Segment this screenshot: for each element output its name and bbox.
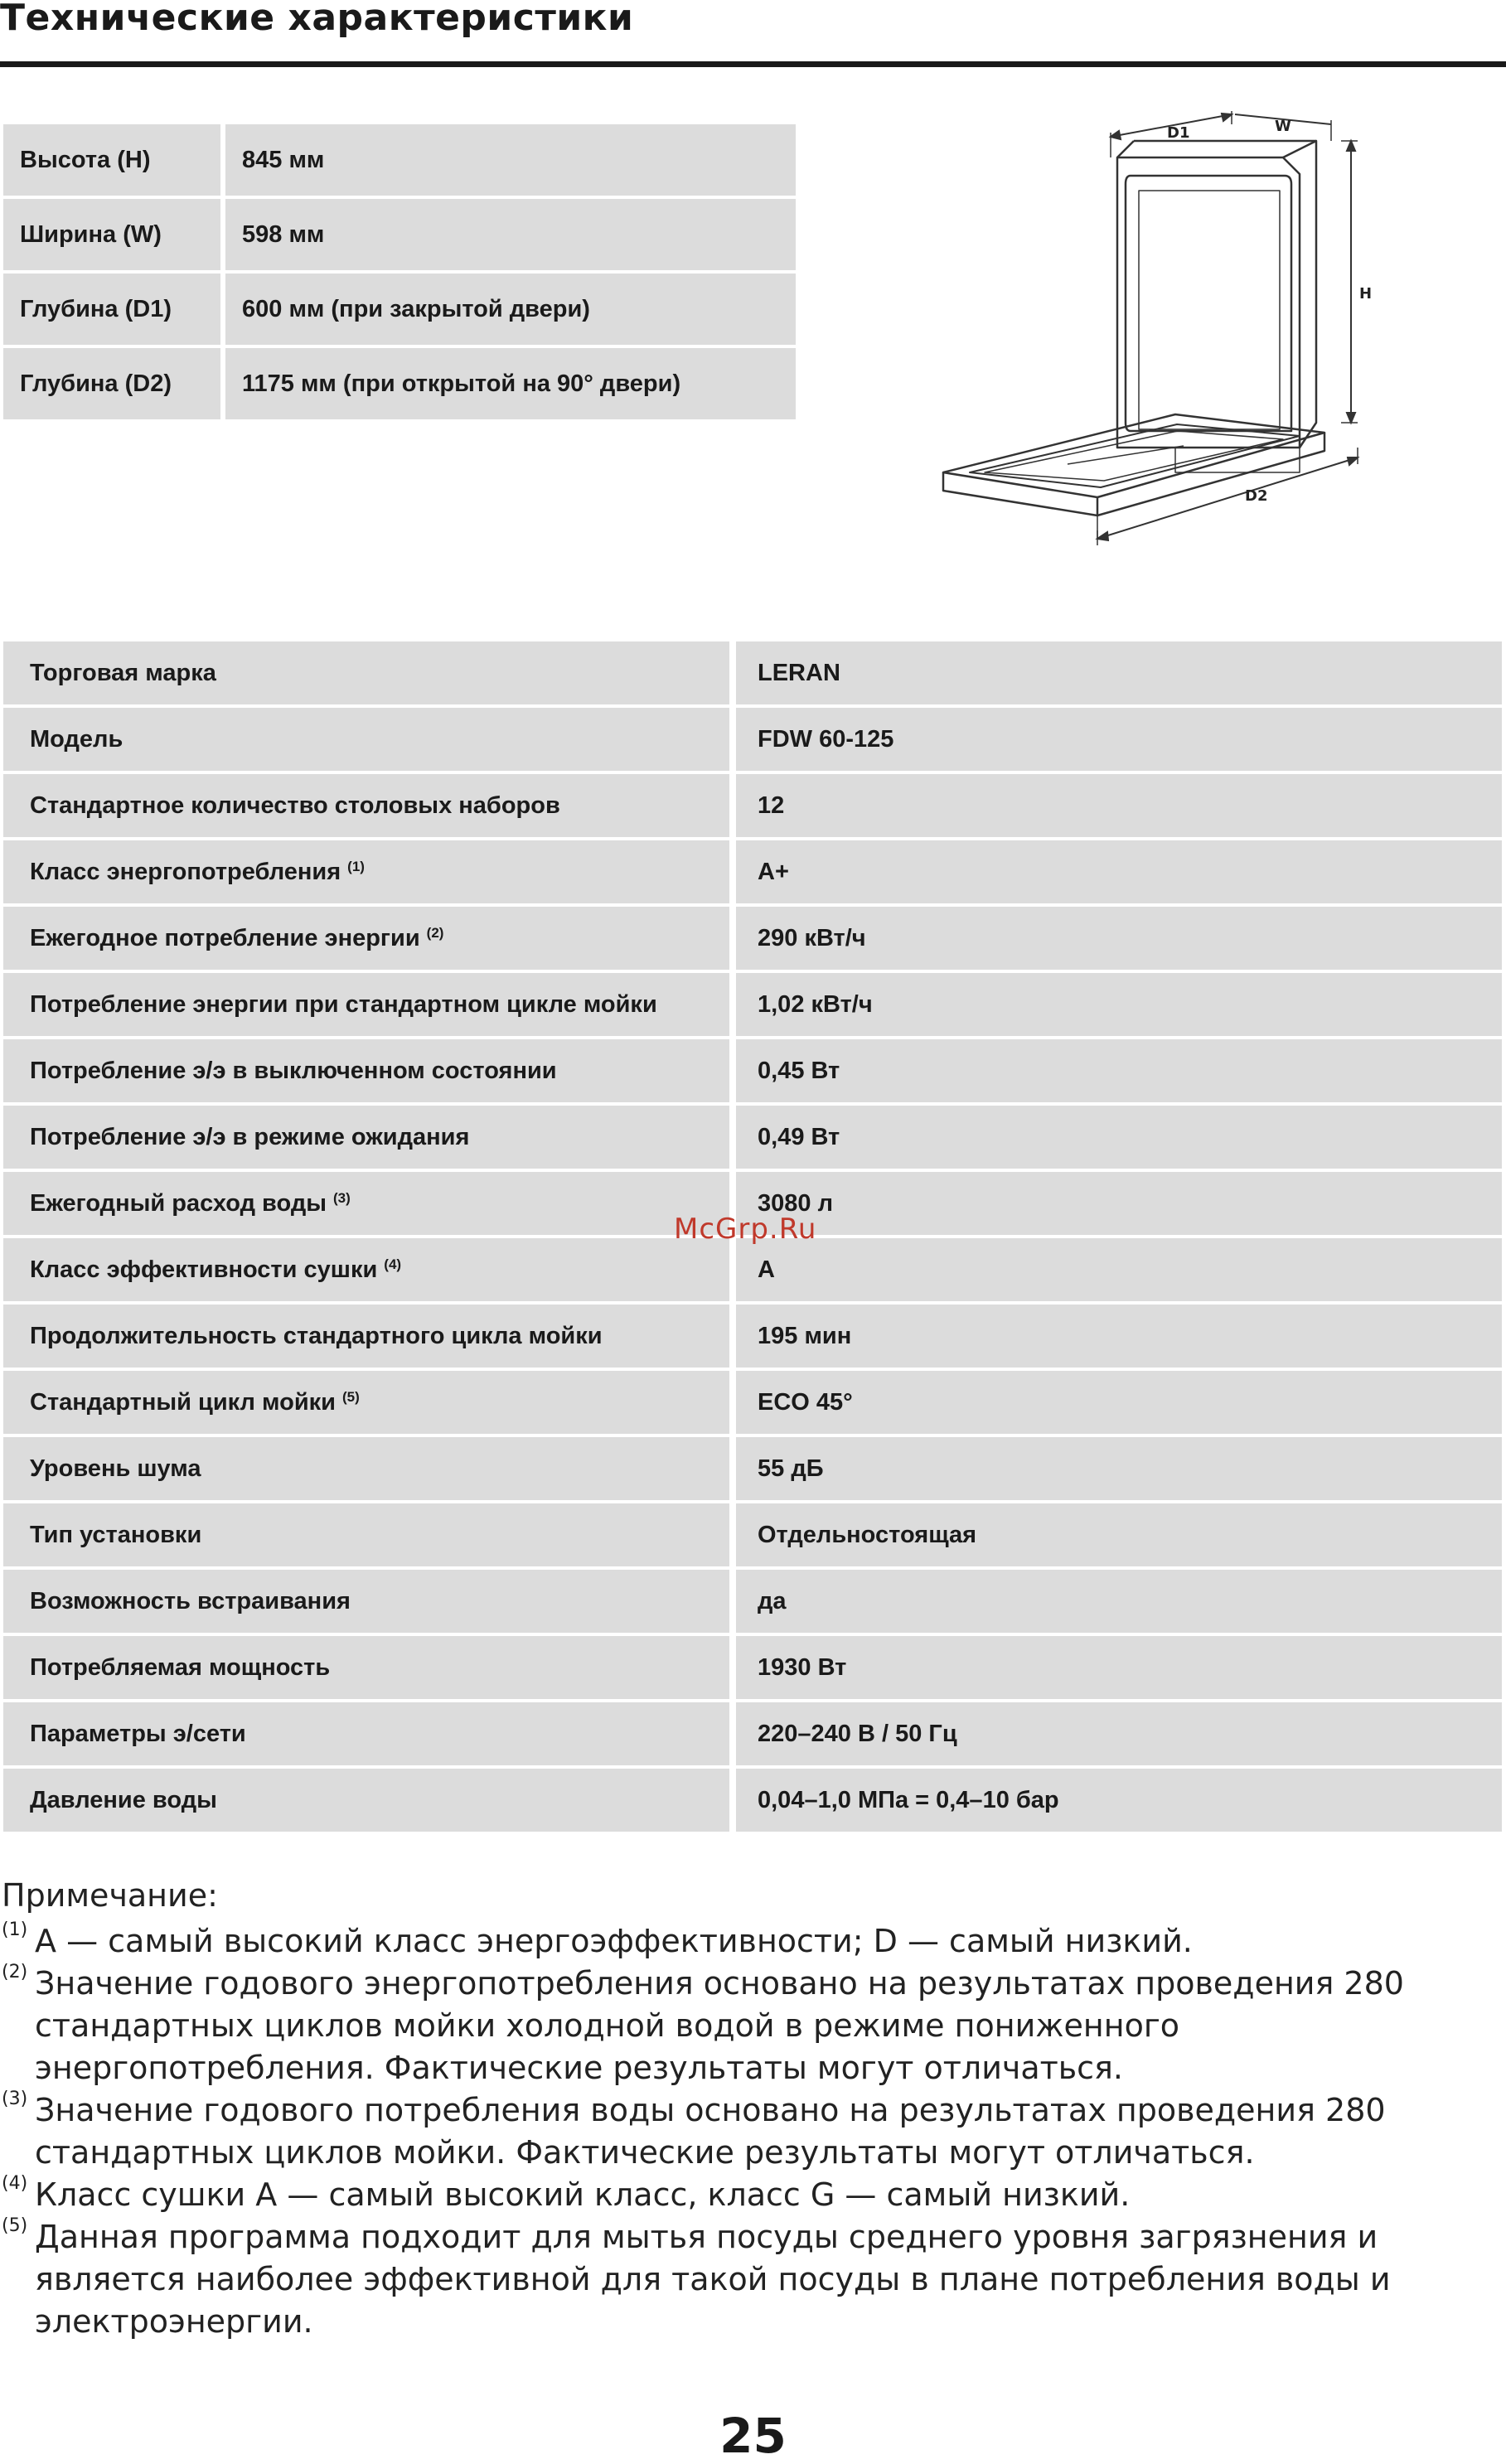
title-divider [0,61,1506,67]
spec-value: 0,04–1,0 МПа = 0,4–10 бар [736,1769,1502,1835]
note-item [2,2216,1494,2343]
d2-label: D2 [1245,487,1268,505]
spec-label: Класс эффективности сушки $^{(4)}$ [3,1238,736,1305]
dimensions-row [3,348,796,423]
spec-row [3,1636,1502,1702]
spec-row [3,1106,1502,1172]
spec-row [3,1305,1502,1371]
spec-value: 3080 л [736,1172,1502,1238]
spec-value: 220–240 В / 50 Гц [736,1702,1502,1769]
note-text: A — самый высокий класс энергоэффективности; D — самый низкий. [35,1923,1193,1959]
spec-value: LERAN [736,641,1502,708]
spec-row [3,1570,1502,1636]
spec-label: Модель [3,708,736,774]
spec-row [3,641,1502,708]
spec-label: Класс энергопотребления $^{(1)}$ [3,840,736,907]
spec-row [3,840,1502,907]
spec-label: Давление воды [3,1769,736,1835]
spec-row [3,774,1502,840]
spec-label: Стандартный цикл мойки $^{(5)}$ [3,1371,736,1437]
dimension-label: Глубина (D1) [3,274,225,348]
notes-section [2,1875,1494,2343]
page-title: Технические характеристики [0,0,634,39]
notes-heading: Примечание: [2,1877,218,1914]
note-text: Значение годового потребления воды основано на результатах проведения 280 стандартных циклов мойки. Фактические результаты могут отличаться. [35,2092,1386,2171]
dimension-label: Высота (H) [3,124,225,199]
spec-label: Торговая марка [3,641,736,708]
note-marker: (4) [2,2173,28,2194]
spec-value: A+ [736,840,1502,907]
spec-label: Тип установки [3,1503,736,1570]
dishwasher-dimension-diagram [927,108,1490,630]
spec-value: ECO 45° [736,1371,1502,1437]
dimension-value: 600 мм (при закрытой двери) [225,274,796,348]
spec-label: Продолжительность стандартного цикла мойки [3,1305,736,1371]
note-marker: (1) [2,1919,28,1940]
spec-label: Потребление энергии при стандартном цикле мойки [3,973,736,1039]
spec-label: Возможность встраивания [3,1570,736,1636]
spec-row [3,1437,1502,1503]
dimension-value: 845 мм [225,124,796,199]
spec-label: Параметры э/сети [3,1702,736,1769]
spec-row [3,1039,1502,1106]
footnote-ref: (5) [342,1389,360,1405]
note-item [2,2089,1494,2174]
spec-value: A [736,1238,1502,1305]
footnote-ref: (3) [333,1190,351,1206]
note-item [2,1963,1494,2089]
h-label: H [1359,285,1373,303]
footnote-ref: (4) [384,1256,402,1272]
d1-label: D1 [1167,124,1190,142]
spec-value: 55 дБ [736,1437,1502,1503]
spec-row [3,1702,1502,1769]
spec-value: 290 кВт/ч [736,907,1502,973]
spec-value: 1,02 кВт/ч [736,973,1502,1039]
note-marker: (5) [2,2215,28,2236]
dimensions-row [3,199,796,274]
spec-label: Ежегодный расход воды $^{(3)}$ [3,1172,736,1238]
dimension-value: 1175 мм (при открытой на 90° двери) [225,348,796,423]
note-item [2,1920,1494,1963]
spec-value: 1930 Вт [736,1636,1502,1702]
spec-row [3,1371,1502,1437]
dimension-label: Глубина (D2) [3,348,225,423]
page-number: 25 [719,2408,787,2464]
note-marker: (3) [2,2089,28,2109]
spec-value: 0,49 Вт [736,1106,1502,1172]
spec-value: 195 мин [736,1305,1502,1371]
spec-value: FDW 60-125 [736,708,1502,774]
spec-value: 12 [736,774,1502,840]
footnote-ref: (1) [347,859,365,874]
spec-label: Ежегодное потребление энергии $^{(2)}$ [3,907,736,973]
spec-label: Уровень шума [3,1437,736,1503]
spec-value: да [736,1570,1502,1636]
spec-row [3,973,1502,1039]
note-text: Данная программа подходит для мытья посуды среднего уровня загрязнения и является наиболее эффективной для такой посуды в плане потребления воды и электроэнергии. [35,2219,1391,2340]
footnote-ref: (2) [426,925,444,941]
spec-row [3,708,1502,774]
note-item [2,2174,1494,2216]
dimensions-row [3,124,796,199]
spec-row [3,1769,1502,1835]
spec-label: Потребляемая мощность [3,1636,736,1702]
watermark: McGrp.Ru [674,1213,817,1246]
spec-label: Потребление э/э в выключенном состоянии [3,1039,736,1106]
spec-value: 0,45 Вт [736,1039,1502,1106]
dimension-label: Ширина (W) [3,199,225,274]
w-label: W [1275,118,1291,135]
spec-value: Отдельностоящая [736,1503,1502,1570]
spec-label: Потребление э/э в режиме ожидания [3,1106,736,1172]
dimensions-row [3,274,796,348]
note-marker: (2) [2,1962,28,1982]
spec-row [3,907,1502,973]
note-text: Значение годового энергопотребления основано на результатах проведения 280 стандартных циклов мойки холодной водой в режиме пониженного энергопотребления. Фактические результаты могут отличаться. [35,1965,1404,2086]
note-text: Класс сушки A — самый высокий класс, класс G — самый низкий. [35,2176,1131,2213]
dimension-value: 598 мм [225,199,796,274]
dimensions-table [3,124,796,423]
spec-row [3,1238,1502,1305]
spec-row [3,1503,1502,1570]
spec-label: Стандартное количество столовых наборов [3,774,736,840]
